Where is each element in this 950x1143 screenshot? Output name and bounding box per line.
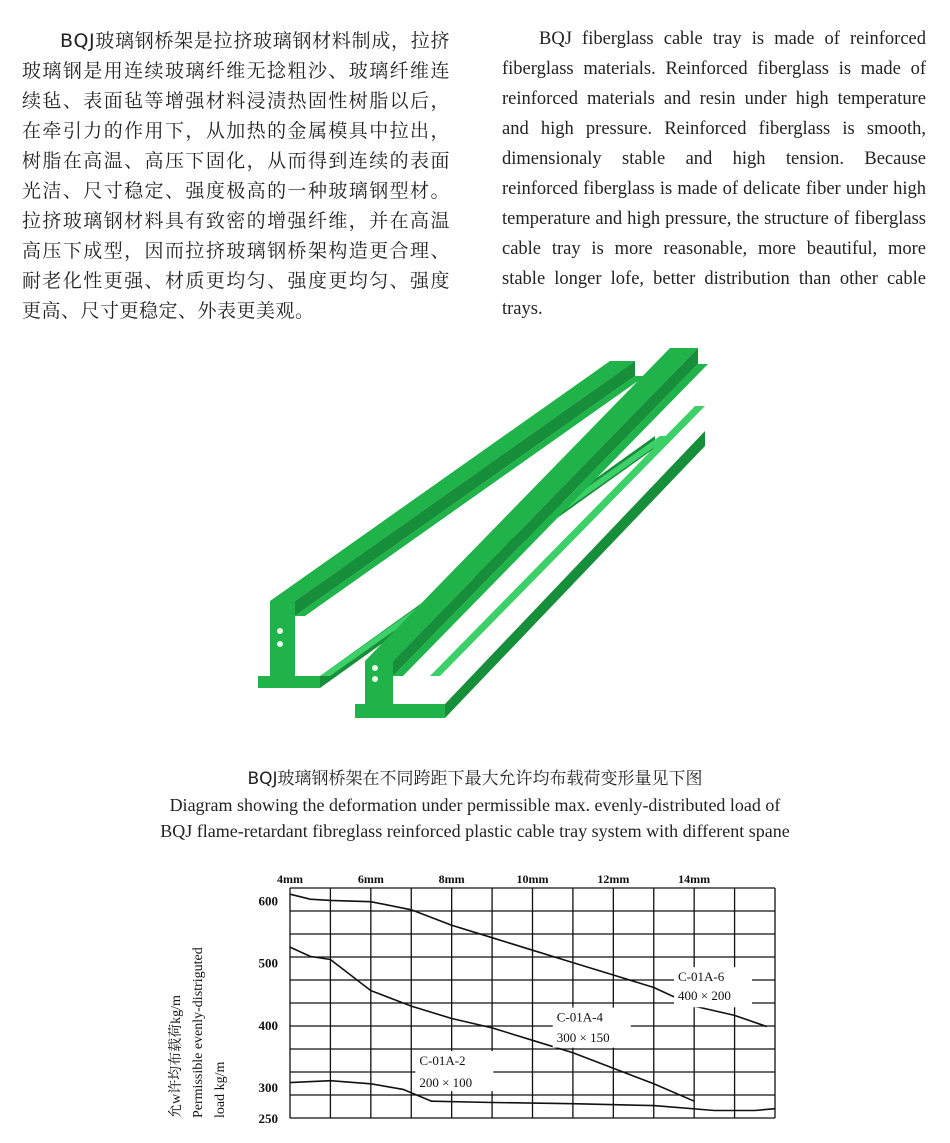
y-tick-label: 300 [258, 1079, 278, 1095]
y-tick-label: 600 [258, 893, 278, 909]
y-axis-label-en-line2: load kg/m [213, 1061, 228, 1118]
top-axis-label: 8mm [438, 872, 465, 886]
top-axis-label: 10mm [516, 872, 549, 886]
top-axis-label: 14mm [678, 872, 711, 886]
top-axis-label: 12mm [597, 872, 630, 886]
series-size-label: 300 × 150 [556, 1030, 610, 1046]
top-axis-label: 6mm [357, 872, 384, 886]
chart-captions [0, 766, 950, 844]
y-tick-label: 500 [258, 955, 278, 971]
y-tick-label: 400 [258, 1017, 278, 1033]
intro-paragraph-zh: BQJ玻璃钢桥架是拉挤玻璃钢材料制成，拉挤玻璃钢是用连续玻璃纤维无捻粗沙、玻璃纤维连续毡、表面毡等增强材料浸渍热固性树脂以后，在牵引力的作用下，从加热的金属模具中拉出，树脂在高温、高压下固化，从而得到连续的表面光洁、尺寸稳定、强度极高的一种玻璃钢型材。拉挤玻璃钢材料具有致密的增强纤维，并在高温高压下成型，因而拉挤玻璃钢桥架构造更合理、耐老化性更强、材质更均匀、强度更均匀、强度更高、尺寸更稳定、外表更美观。 [22, 30, 450, 322]
y-axis-label-zh: 允w许均布载荷kg/m [169, 995, 184, 1118]
caption-en-line2: BQJ flame-retardant fibreglass reinforced plastic cable tray system with different spane [160, 821, 790, 841]
series-size-label: 200 × 100 [419, 1074, 473, 1090]
series-name-label: C-01A-6 [678, 969, 725, 985]
cable-tray-back [258, 361, 670, 688]
series-name-label: C-01A-4 [556, 1009, 603, 1025]
intro-paragraph-en: BQJ fiberglass cable tray is made of reinforced fiberglass materials. Reinforced fiberglass is made of reinforced materials and resin under high temperature and high pressure. Reinforced fiberglass is smooth, dimensionaly stable and high tension. Because reinforced fiberglass is made of delicate fiber under high temperature and high pressure, the structure of fiberglass cable tray is more reasonable, more beautiful, more stable longer lofe, better distribution than other cable trays. [502, 29, 926, 319]
series-name-label: C-01A-2 [419, 1053, 466, 1069]
caption-en-line1: Diagram showing the deformation under permissible max. evenly-distributed load of [169, 795, 781, 815]
series-size-label: 400 × 200 [678, 987, 731, 1003]
caption-zh: BQJ玻璃钢桥架在不同跨距下最大允许均布载荷变形量见下图 [247, 769, 703, 789]
top-axis-label: 4mm [277, 872, 303, 886]
y-tick-label: 250 [258, 1111, 278, 1126]
load-deformation-chart [150, 870, 790, 1140]
y-axis-label-en-line1: Permissible evenly-distriguted [191, 947, 206, 1118]
fiberglass-cable-tray-illustration [250, 336, 720, 726]
